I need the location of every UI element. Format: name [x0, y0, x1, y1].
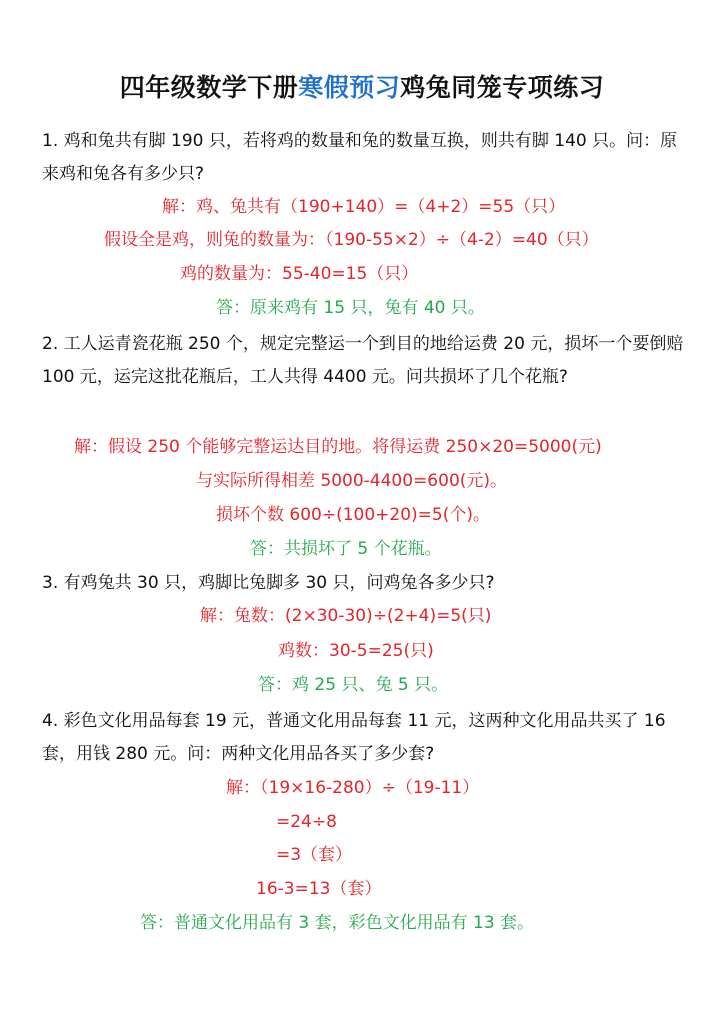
problem-1-solution-line-3: 鸡的数量为：55-40=15（只） — [180, 264, 419, 284]
problem-4-answer: 答：普通文化用品有 3 套，彩色文化用品有 13 套。 — [140, 913, 535, 933]
title-part-3: 鸡兔同笼专项练习 — [400, 73, 605, 102]
title-part-1: 四年级数学下册 — [119, 73, 299, 102]
problem-4-solution-line-1: 解：（19×16-280）÷（19-11） — [226, 778, 480, 798]
problem-2-solution-line-3: 损坏个数 600÷(100+20)=5(个)。 — [216, 505, 491, 525]
problem-2-question: 2. 工人运青瓷花瓶 250 个，规定完整运一个到目的地给运费 20 元，损坏一个要倒赔 100 元，运完这批花瓶后，工人共得 4400 元。问共损坏了几个花瓶? — [42, 334, 684, 387]
problem-3-answer: 答：鸡 25 只、兔 5 只。 — [258, 675, 449, 695]
problem-3-question: 3. 有鸡兔共 30 只，鸡脚比兔脚多 30 只，问鸡兔各多少只? — [42, 573, 495, 593]
problem-1-solution-line-2: 假设全是鸡，则兔的数量为：（190-55×2）÷（4-2）=40（只） — [104, 230, 599, 250]
problem-1-answer: 答：原来鸡有 15 只，兔有 40 只。 — [216, 298, 485, 318]
problem-4-solution-line-4: 16-3=13（套） — [256, 879, 382, 899]
problem-2-solution-line-1: 解：假设 250 个能够完整运达目的地。将得运费 250×20=5000(元) — [74, 437, 602, 457]
problem-3-solution-line-2: 鸡数：30-5=25(只) — [278, 641, 434, 661]
problem-1-solution-line-1: 解：鸡、兔共有（190+140）=（4+2）=55（只） — [162, 197, 566, 217]
problem-4-question: 4. 彩色文化用品每套 19 元，普通文化用品每套 11 元，这两种文化用品共买了 16 套，用钱 280 元。问：两种文化用品各买了多少套? — [42, 711, 666, 764]
problem-1-question: 1. 鸡和兔共有脚 190 只，若将鸡的数量和兔的数量互换，则共有脚 140 只。问：原来鸡和兔各有多少只? — [42, 131, 678, 184]
page-title — [0, 70, 724, 106]
problem-4-solution-line-2: =24÷8 — [276, 812, 337, 832]
problem-2-answer: 答：共损坏了 5 个花瓶。 — [250, 539, 442, 559]
title-highlight: 寒假预习 — [298, 73, 401, 102]
problem-3-solution-line-1: 解：兔数：(2×30-30)÷(2+4)=5(只) — [200, 606, 492, 626]
problem-2-solution-line-2: 与实际所得相差 5000-4400=600(元)。 — [196, 471, 508, 491]
problem-4-solution-line-3: =3（套） — [276, 845, 353, 865]
